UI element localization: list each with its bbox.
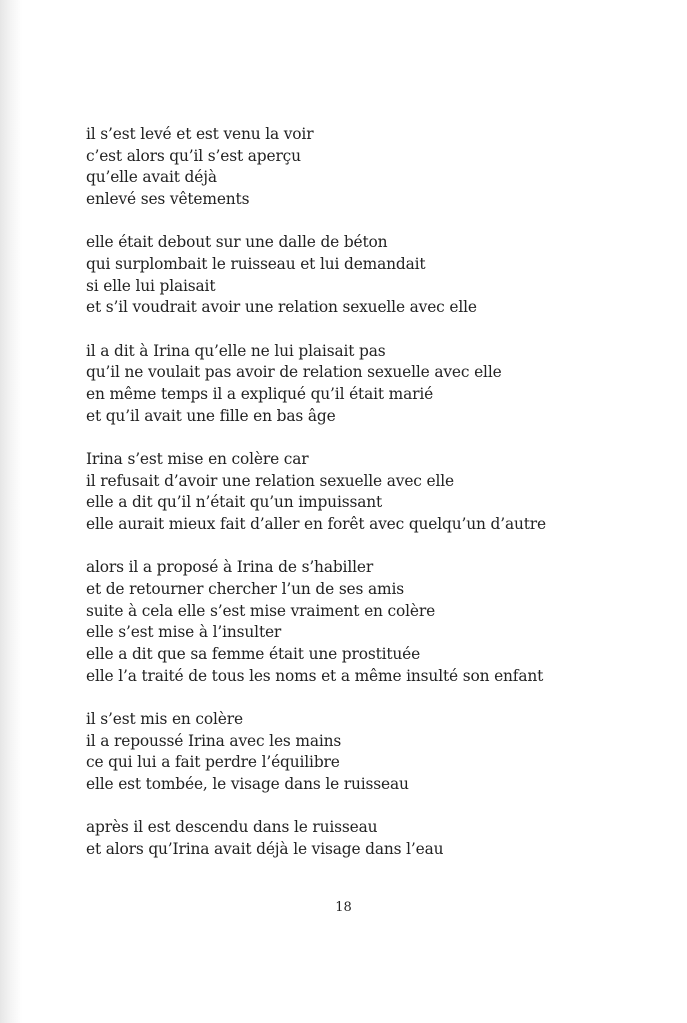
poem-body (86, 124, 646, 882)
poem-line: qu’elle avait déjà (86, 168, 217, 187)
poem-line: et de retourner chercher l’un de ses amis (86, 579, 405, 598)
poem-line: si elle lui plaisait (86, 276, 216, 295)
poem-line: il s’est levé et est venu la voir (86, 125, 314, 143)
poem-line: elle aurait mieux fait d’aller en forêt avec quelqu’un d’autre (86, 515, 546, 534)
poem-line: elle l’a traité de tous les noms et a même insulté son enfant (86, 666, 544, 685)
stanza-1 (86, 124, 646, 211)
poem-line: Irina s’est mise en colère car (86, 449, 309, 468)
poem-line: qui surplombait le ruisseau et lui demandait (86, 255, 426, 274)
poem-line: c’est alors qu’il s’est aperçu (86, 146, 301, 165)
stanza-5 (86, 557, 646, 687)
poem-line: alors il a proposé à Irina de s’habiller (86, 558, 374, 577)
stanza-6 (86, 709, 646, 796)
poem-line: et alors qu’Irina avait déjà le visage dans l’eau (86, 839, 444, 858)
poem-line: elle est tombée, le visage dans le ruisseau (86, 775, 409, 794)
poem-line: elle a dit qu’il n’était qu’un impuissant (86, 493, 383, 512)
stanza-2 (86, 232, 646, 319)
poem-line: il a repoussé Irina avec les mains (86, 731, 342, 750)
poem-line: elle s’est mise à l’insulter (86, 623, 282, 642)
poem-line: après il est descendu dans le ruisseau (86, 818, 378, 837)
poem-line: il s’est mis en colère (86, 709, 243, 728)
poem-line: il a dit à Irina qu’elle ne lui plaisait pas (86, 341, 386, 360)
stanza-3 (86, 341, 646, 428)
poem-line: qu’il ne voulait pas avoir de relation sexuelle avec elle (86, 363, 502, 382)
poem-line: elle a dit que sa femme était une prostituée (86, 645, 421, 664)
page-edge-shadow (0, 0, 22, 1023)
poem-line: elle était debout sur une dalle de béton (86, 233, 388, 252)
poem-line: et qu’il avait une fille en bas âge (86, 406, 336, 425)
poem-line: et s’il voudrait avoir une relation sexuelle avec elle (86, 298, 477, 317)
poem-line: en même temps il a expliqué qu’il était marié (86, 385, 434, 404)
poem-line: ce qui lui a fait perdre l’équilibre (86, 753, 340, 772)
stanza-4 (86, 449, 646, 536)
page-number: 18 (335, 900, 352, 915)
poem-line: il refusait d’avoir une relation sexuelle avec elle (86, 471, 454, 490)
poem-line: enlevé ses vêtements (86, 190, 250, 209)
stanza-7 (86, 817, 646, 860)
poem-line: suite à cela elle s’est mise vraiment en colère (86, 601, 436, 620)
